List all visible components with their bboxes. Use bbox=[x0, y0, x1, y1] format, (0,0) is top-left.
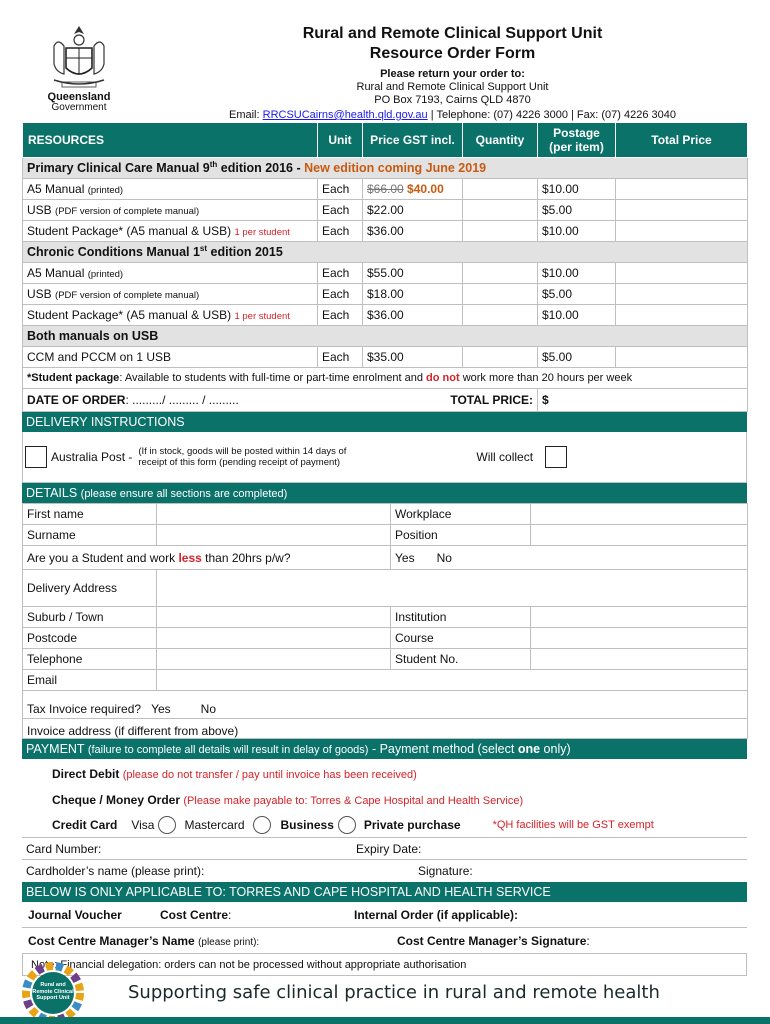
student-question-1: Are you a Student and work bbox=[27, 550, 179, 565]
item-extra: 1 per student bbox=[234, 311, 290, 322]
card-number-label[interactable]: Card Number: bbox=[26, 841, 102, 856]
postcode-field[interactable] bbox=[157, 628, 391, 649]
item-unit: Each bbox=[318, 221, 363, 242]
cardholder-row bbox=[22, 860, 747, 882]
item-name: A5 Manual bbox=[27, 266, 85, 280]
col-total: Total Price bbox=[616, 123, 748, 158]
credit-card-row bbox=[22, 812, 747, 838]
email-label: Email: bbox=[229, 109, 260, 121]
cheque-note: (Please make payable to: Torres & Cape Hospital and Health Service) bbox=[183, 795, 524, 807]
ccm-name-field[interactable] bbox=[28, 934, 397, 948]
date-value[interactable]: : ........./ ......... / ......... bbox=[125, 393, 239, 407]
visa-label: Visa bbox=[131, 817, 155, 832]
total-input[interactable] bbox=[616, 347, 748, 368]
item-postage: $5.00 bbox=[538, 200, 616, 221]
item-note: (printed) bbox=[87, 269, 124, 280]
cardholder-label[interactable]: Cardholder’s name (please print): bbox=[26, 864, 205, 878]
private-purchase-label[interactable]: Private purchase bbox=[363, 817, 461, 832]
payment-band bbox=[22, 739, 747, 759]
total-input[interactable] bbox=[616, 200, 748, 221]
item-price: $22.00 bbox=[363, 200, 463, 221]
header-titles bbox=[160, 24, 745, 122]
rrcsu-logo bbox=[22, 962, 84, 1024]
delivery-options bbox=[22, 432, 747, 483]
tax-invoice-label: Tax Invoice required? bbox=[27, 702, 142, 716]
signature-label[interactable]: Signature: bbox=[418, 864, 473, 878]
total-input[interactable] bbox=[616, 263, 748, 284]
section1-title: Primary Clinical Care Manual 9 bbox=[27, 161, 210, 176]
item-extra: 1 per student bbox=[234, 227, 290, 238]
payment-band-method: - Payment method (select bbox=[368, 742, 518, 756]
section1-rest: edition 2016 - bbox=[217, 161, 305, 176]
item-postage: $10.00 bbox=[538, 305, 616, 326]
quantity-input[interactable] bbox=[463, 347, 538, 368]
institution-label: Institution bbox=[391, 607, 531, 628]
details-band bbox=[22, 483, 747, 503]
resources-table bbox=[22, 122, 748, 412]
direct-debit-label: Direct Debit bbox=[52, 767, 120, 781]
payment-band-label: PAYMENT bbox=[26, 742, 85, 756]
return-address2: PO Box 7193, Cairns QLD 4870 bbox=[374, 94, 531, 106]
torres-band: BELOW IS ONLY APPLICABLE TO: TORRES AND CAPE HOSPITAL AND HEALTH SERVICE bbox=[22, 882, 747, 902]
footer bbox=[0, 960, 770, 1024]
item-price: $35.00 bbox=[363, 347, 463, 368]
will-collect-checkbox[interactable] bbox=[545, 446, 567, 468]
cheque-row[interactable] bbox=[22, 786, 747, 812]
item-postage: $10.00 bbox=[538, 179, 616, 200]
item-unit: Each bbox=[318, 305, 363, 326]
quantity-input[interactable] bbox=[463, 200, 538, 221]
item-name: USB bbox=[27, 287, 52, 301]
cost-centre-label: Cost Centre bbox=[160, 907, 229, 922]
order-form bbox=[22, 122, 747, 976]
delivery-address-label: Delivery Address bbox=[23, 570, 157, 607]
item-note: (printed) bbox=[87, 185, 124, 196]
return-label: Please return your order to: bbox=[380, 68, 525, 80]
section-primary-clinical bbox=[23, 158, 748, 179]
first-name-label: First name bbox=[23, 504, 157, 525]
tax-yes-option[interactable]: Yes bbox=[151, 702, 171, 716]
student-question-red: less bbox=[178, 550, 202, 565]
student-note-red: do not bbox=[426, 372, 460, 384]
gov-line1: Queensland bbox=[47, 91, 111, 103]
student-no-label: Student No. bbox=[391, 649, 531, 670]
course-label: Course bbox=[391, 628, 531, 649]
invoice-address-label: Invoice address (if different from above) bbox=[23, 719, 748, 739]
quantity-input[interactable] bbox=[463, 284, 538, 305]
table-row bbox=[23, 305, 748, 326]
section2-rest: edition 2015 bbox=[207, 245, 283, 260]
credit-card-label: Credit Card bbox=[52, 817, 118, 832]
section3-title: Both manuals on USB bbox=[23, 326, 748, 347]
logo-text bbox=[22, 982, 84, 1002]
ccm-name-note: (please print): bbox=[198, 936, 260, 948]
footer-bar bbox=[0, 1017, 770, 1024]
total-input[interactable] bbox=[616, 305, 748, 326]
coat-of-arms-icon bbox=[48, 24, 110, 90]
student-no-field[interactable] bbox=[531, 649, 748, 670]
col-quantity: Quantity bbox=[463, 123, 538, 158]
item-postage: $5.00 bbox=[538, 347, 616, 368]
section2-sup: st bbox=[199, 244, 208, 254]
footer-tagline: Supporting safe clinical practice in rural and remote health bbox=[128, 982, 660, 1003]
email-label: Email bbox=[23, 670, 157, 691]
item-unit: Each bbox=[318, 179, 363, 200]
visa-radio[interactable] bbox=[158, 816, 176, 834]
table-row bbox=[23, 179, 748, 200]
section-both-manuals bbox=[23, 326, 748, 347]
workplace-label: Workplace bbox=[391, 504, 531, 525]
surname-label: Surname bbox=[23, 525, 157, 546]
australia-post-checkbox[interactable] bbox=[25, 446, 47, 468]
section-chronic-conditions bbox=[23, 242, 748, 263]
position-label: Position bbox=[391, 525, 531, 546]
journal-row bbox=[22, 902, 747, 928]
mastercard-label: Mastercard bbox=[184, 817, 245, 832]
student-note-bold: *Student package bbox=[27, 372, 120, 384]
old-price: $66.00 bbox=[367, 182, 404, 196]
cost-centre-field[interactable]: Cost Centre: bbox=[160, 907, 232, 922]
payment-band-end: only) bbox=[540, 742, 571, 756]
telephone-label: Telephone bbox=[23, 649, 157, 670]
form-header bbox=[0, 0, 770, 120]
card-number-row bbox=[22, 838, 747, 860]
item-price: $18.00 bbox=[363, 284, 463, 305]
position-field[interactable] bbox=[531, 525, 748, 546]
first-name-field[interactable] bbox=[157, 504, 391, 525]
item-postage: $10.00 bbox=[538, 221, 616, 242]
col-price: Price GST incl. bbox=[363, 123, 463, 158]
gov-line2: Government bbox=[51, 102, 107, 113]
item-unit: Each bbox=[318, 347, 363, 368]
ccm-signature-field[interactable]: Cost Centre Manager’s Signature: bbox=[397, 933, 590, 948]
total-price-field[interactable] bbox=[538, 389, 748, 412]
mastercard-radio[interactable] bbox=[253, 816, 271, 834]
item-note: (PDF version of complete manual) bbox=[55, 206, 200, 217]
business-radio[interactable] bbox=[338, 816, 356, 834]
qh-note: *QH facilities will be GST exempt bbox=[492, 818, 654, 831]
section1-note: New edition coming June 2019 bbox=[304, 161, 487, 176]
quantity-input[interactable] bbox=[463, 305, 538, 326]
total-input[interactable] bbox=[616, 221, 748, 242]
suburb-label: Suburb / Town bbox=[23, 607, 157, 628]
total-currency: $ bbox=[542, 393, 549, 407]
australia-post-label: Australia Post - bbox=[51, 450, 133, 464]
financial-note: Note: Financial delegation: orders can not be processed without appropriate authorisation bbox=[22, 954, 747, 976]
item-note: (PDF version of complete manual) bbox=[55, 290, 200, 301]
item-name: USB bbox=[27, 203, 52, 217]
student-note-text1: : Available to students with full-time or part-time enrolment and bbox=[119, 372, 427, 384]
business-label: Business bbox=[280, 817, 334, 832]
date-total-row bbox=[23, 389, 748, 412]
quantity-input[interactable] bbox=[463, 263, 538, 284]
page-subtitle: Resource Order Form bbox=[369, 45, 536, 62]
logo-line1: Rural and bbox=[40, 982, 66, 988]
section1-sup: th bbox=[209, 160, 218, 170]
item-postage: $5.00 bbox=[538, 284, 616, 305]
ccm-name-label: Cost Centre Manager’s Name bbox=[28, 933, 195, 948]
item-unit: Each bbox=[318, 263, 363, 284]
payment-band-note: (failure to complete all details will result in delay of goods) bbox=[87, 744, 369, 756]
post-note-line2: receipt of this form (pending receipt of payment) bbox=[138, 457, 341, 468]
item-price: $36.00 bbox=[363, 221, 463, 242]
item-unit: Each bbox=[318, 284, 363, 305]
details-table bbox=[22, 503, 748, 739]
ccm-row bbox=[22, 928, 747, 954]
cheque-label: Cheque / Money Order bbox=[52, 793, 181, 807]
details-band-note: (please ensure all sections are completed) bbox=[80, 488, 288, 500]
email-link[interactable]: RRCSUCairns@health.qld.gov.au bbox=[262, 109, 428, 121]
email-field[interactable] bbox=[157, 670, 748, 691]
ccm-signature-label: Cost Centre Manager’s Signature bbox=[397, 933, 587, 948]
post-note-line1: (If in stock, goods will be posted within 14 days of bbox=[138, 446, 347, 457]
quantity-input[interactable] bbox=[463, 221, 538, 242]
item-price: $55.00 bbox=[363, 263, 463, 284]
institution-field[interactable] bbox=[531, 607, 748, 628]
telephone-field[interactable] bbox=[157, 649, 391, 670]
details-band-label: DETAILS bbox=[26, 486, 78, 500]
delivery-address-field[interactable] bbox=[157, 570, 748, 607]
item-name: CCM and PCCM on 1 USB bbox=[23, 347, 318, 368]
phone-fax: | Telephone: (07) 4226 3000 | Fax: (07) 4226 3040 bbox=[430, 109, 676, 121]
item-name: Student Package* (A5 manual & USB) bbox=[27, 308, 232, 322]
total-input[interactable] bbox=[616, 179, 748, 200]
item-unit: Each bbox=[318, 200, 363, 221]
section2-title: Chronic Conditions Manual 1 bbox=[27, 245, 200, 260]
student-yes-option[interactable]: Yes bbox=[395, 550, 415, 565]
postcode-label: Postcode bbox=[23, 628, 157, 649]
total-price-label: TOTAL PRICE: bbox=[450, 393, 533, 407]
item-price: $36.00 bbox=[363, 305, 463, 326]
logo-line2: Remote Clinical bbox=[32, 988, 74, 995]
suburb-field[interactable] bbox=[157, 607, 391, 628]
logo-line3: Support Unit bbox=[36, 995, 70, 1001]
page-title: Rural and Remote Clinical Support Unit bbox=[302, 25, 603, 42]
table-row bbox=[23, 263, 748, 284]
quantity-input[interactable] bbox=[463, 179, 538, 200]
item-postage: $10.00 bbox=[538, 263, 616, 284]
student-question-2: than 20hrs p/w? bbox=[201, 550, 291, 565]
workplace-field[interactable] bbox=[531, 504, 748, 525]
return-address1: Rural and Remote Clinical Support Unit bbox=[356, 81, 549, 93]
journal-voucher-label: Journal Voucher bbox=[28, 907, 122, 922]
payment-band-one: one bbox=[517, 742, 541, 756]
table-row bbox=[23, 221, 748, 242]
direct-debit-note: (please do not transfer / pay until invoice has been received) bbox=[122, 769, 417, 781]
item-name: A5 Manual bbox=[27, 182, 85, 196]
will-collect-label: Will collect bbox=[476, 450, 534, 464]
col-unit: Unit bbox=[318, 123, 363, 158]
table-header-row bbox=[23, 123, 748, 158]
tax-no-option[interactable]: No bbox=[200, 702, 216, 716]
date-label: DATE OF ORDER bbox=[27, 393, 126, 407]
table-row bbox=[23, 200, 748, 221]
item-price: $40.00 bbox=[407, 182, 444, 196]
australia-post-note bbox=[138, 446, 378, 468]
col-resources: RESOURCES bbox=[23, 123, 318, 158]
surname-field[interactable] bbox=[157, 525, 391, 546]
internal-order-label[interactable]: Internal Order (if applicable): bbox=[354, 907, 519, 922]
delivery-band: DELIVERY INSTRUCTIONS bbox=[22, 412, 747, 432]
table-row bbox=[23, 347, 748, 368]
student-note-text2: work more than 20 hours per week bbox=[459, 372, 633, 384]
total-input[interactable] bbox=[616, 284, 748, 305]
direct-debit-row[interactable] bbox=[22, 759, 747, 786]
col-postage: Postage (per item) bbox=[538, 123, 616, 158]
contact-line bbox=[160, 109, 745, 122]
table-row bbox=[23, 284, 748, 305]
item-name: Student Package* (A5 manual & USB) bbox=[27, 224, 232, 238]
student-no-option[interactable]: No bbox=[436, 550, 452, 565]
queensland-government-logo bbox=[40, 24, 118, 116]
student-note-row bbox=[23, 368, 748, 389]
course-field[interactable] bbox=[531, 628, 748, 649]
expiry-label[interactable]: Expiry Date: bbox=[356, 841, 422, 856]
